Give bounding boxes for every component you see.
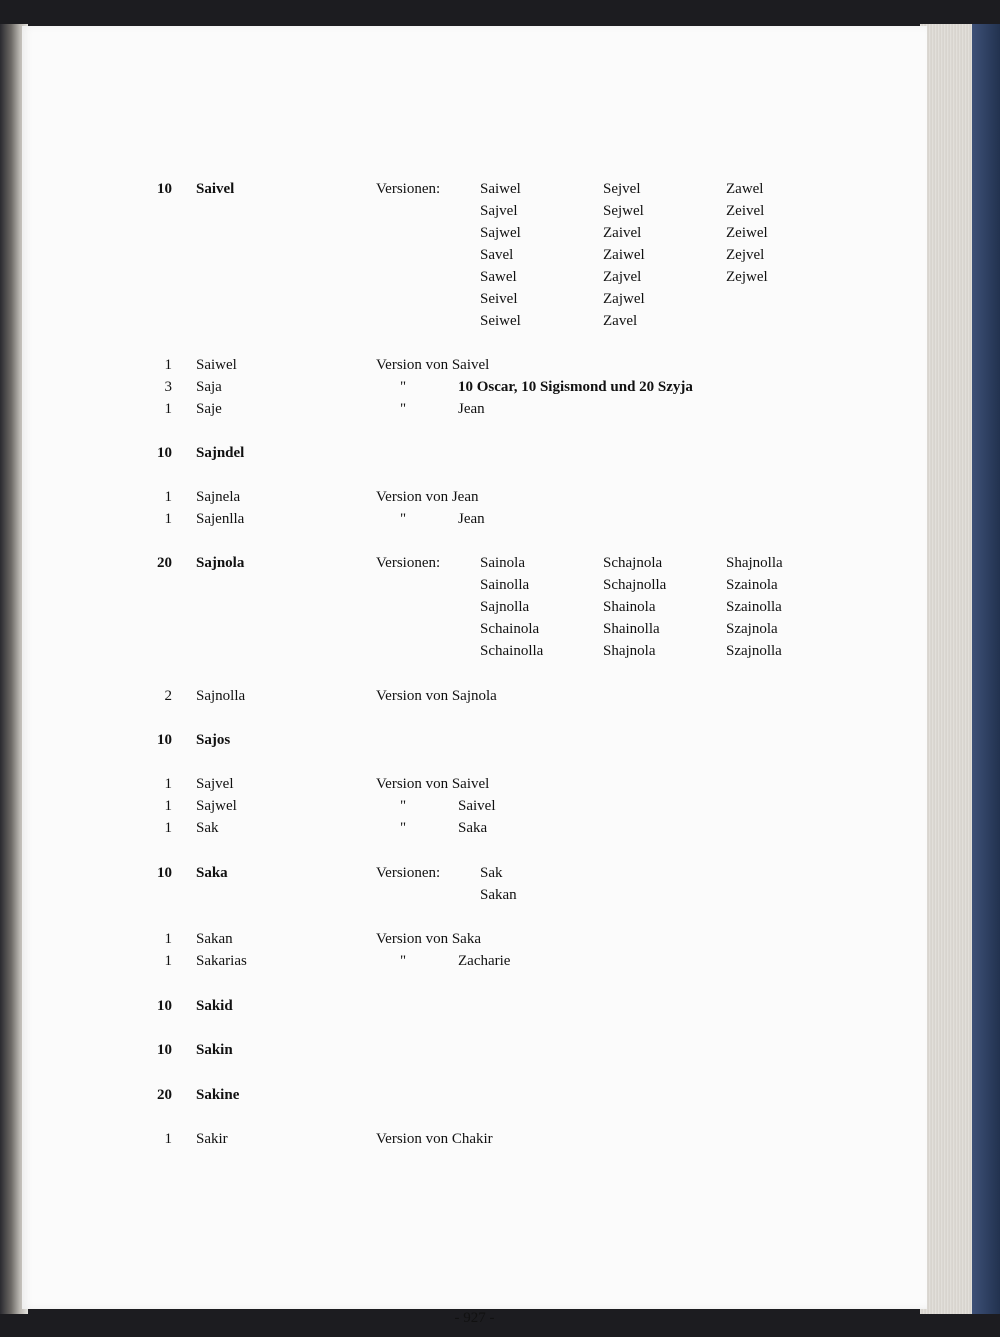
variant-name: Szainola [726, 577, 778, 593]
entry-name: Sak [196, 820, 219, 836]
entry-name: Sajos [196, 732, 231, 748]
name-entries [22, 26, 927, 1309]
variant-line [22, 574, 927, 596]
variant-line [22, 288, 927, 310]
entry-count: 1 [164, 798, 172, 814]
ditto-mark: " [400, 401, 407, 417]
entry-line [22, 178, 927, 200]
entry-count: 10 [157, 865, 172, 881]
entry-line [22, 486, 927, 508]
entry-count: 1 [164, 357, 172, 373]
variant-name: Schainolla [480, 643, 544, 659]
variant-name: Schajnola [603, 555, 663, 571]
entry-line [22, 729, 927, 751]
entry-line [22, 950, 927, 972]
entry-count: 1 [164, 953, 172, 969]
entry-count: 20 [157, 1087, 172, 1103]
book-page-edges [920, 24, 1000, 1314]
ditto-mark: " [400, 798, 407, 814]
entry-count: 10 [157, 445, 172, 461]
entry-reference: Jean [458, 511, 485, 527]
entry-line [22, 773, 927, 795]
variant-line [22, 222, 927, 244]
entry-name: Saivel [196, 181, 235, 197]
entry-version-label: Versionen: [376, 865, 441, 881]
name-entry [22, 398, 927, 420]
variant-name: Sainola [480, 555, 525, 571]
variant-name: Zaiwel [603, 247, 645, 263]
ditto-mark: " [400, 820, 407, 836]
name-entry [22, 376, 927, 398]
entry-name: Sajnola [196, 555, 245, 571]
entry-name: Saja [196, 379, 222, 395]
name-entry [22, 486, 927, 508]
entry-name: Sajvel [196, 776, 234, 792]
entry-version-label: Version von Saivel [376, 776, 490, 792]
name-entry [22, 862, 927, 906]
variant-name: Schainola [480, 621, 540, 637]
variant-name: Schajnolla [603, 577, 667, 593]
entry-count: 1 [164, 776, 172, 792]
variant-name: Savel [480, 247, 514, 263]
name-entry [22, 795, 927, 817]
variant-line [22, 266, 927, 288]
variant-name: Sawel [480, 269, 517, 285]
name-entry [22, 928, 927, 950]
name-entry [22, 178, 927, 332]
variant-line [22, 640, 927, 662]
entry-name: Sakin [196, 1042, 233, 1058]
variant-name: Sejvel [603, 181, 641, 197]
name-entry [22, 950, 927, 972]
entry-line [22, 552, 927, 574]
entry-line [22, 817, 927, 839]
variant-name: Sejwel [603, 203, 644, 219]
name-entry [22, 685, 927, 707]
name-entry [22, 354, 927, 376]
entry-reference: Zacharie [458, 953, 511, 969]
entry-line [22, 1084, 927, 1106]
name-entry [22, 995, 927, 1017]
entry-version-label: Version von Sajnola [376, 688, 497, 704]
entry-version-label: Version von Saivel [376, 357, 490, 373]
variant-name: Zajwel [603, 291, 645, 307]
entry-version-label: Versionen: [376, 181, 441, 197]
entry-line [22, 928, 927, 950]
entry-count: 1 [164, 401, 172, 417]
variant-name: Shajnola [603, 643, 656, 659]
name-entry [22, 508, 927, 530]
book-page [22, 26, 927, 1326]
variant-name: Sajvel [480, 203, 518, 219]
entry-line [22, 442, 927, 464]
name-entry [22, 442, 927, 464]
variant-name: Saiwel [480, 181, 521, 197]
entry-name: Sakan [196, 931, 233, 947]
entry-count: 20 [157, 555, 172, 571]
variant-name: Zejwel [726, 269, 768, 285]
variant-name: Szajnolla [726, 643, 782, 659]
entry-line [22, 508, 927, 530]
entry-reference: Saka [458, 820, 488, 836]
name-entry [22, 1084, 927, 1106]
name-entry [22, 729, 927, 751]
variant-name: Szainolla [726, 599, 782, 615]
entry-name: Sakarias [196, 953, 247, 969]
entry-version-label: Versionen: [376, 555, 441, 571]
entry-reference: Saivel [458, 798, 496, 814]
variant-line [22, 310, 927, 332]
page-number: - 927 - [454, 1310, 495, 1326]
name-entry [22, 817, 927, 839]
variant-name: Zeiwel [726, 225, 768, 241]
entry-name: Sajenlla [196, 511, 245, 527]
variant-name: Sajnolla [480, 599, 530, 615]
entry-line [22, 354, 927, 376]
ditto-mark: " [400, 511, 407, 527]
entry-name: Sajnolla [196, 688, 246, 704]
name-entry [22, 552, 927, 662]
entry-reference: Jean [458, 401, 485, 417]
variant-name: Sakan [480, 887, 517, 903]
entry-line [22, 862, 927, 884]
name-entry [22, 1128, 927, 1150]
entry-line [22, 795, 927, 817]
entry-name: Sajnela [196, 489, 241, 505]
entry-name: Saka [196, 865, 228, 881]
entry-line [22, 398, 927, 420]
ditto-mark: " [400, 953, 407, 969]
entry-line [22, 1039, 927, 1061]
entry-count: 10 [157, 732, 172, 748]
entry-name: Sakine [196, 1087, 240, 1103]
entry-reference: 10 Oscar, 10 Sigismond und 20 Szyja [458, 379, 693, 395]
variant-name: Zaivel [603, 225, 642, 241]
entry-name: Saiwel [196, 357, 237, 373]
variant-name: Szajnola [726, 621, 778, 637]
variant-name: Zavel [603, 313, 638, 329]
entry-count: 1 [164, 931, 172, 947]
entry-count: 1 [164, 1131, 172, 1147]
variant-name: Zajvel [603, 269, 642, 285]
variant-line [22, 884, 927, 906]
variant-name: Sajwel [480, 225, 521, 241]
entry-name: Sakid [196, 998, 233, 1014]
entry-count: 10 [157, 181, 172, 197]
entry-line [22, 1128, 927, 1150]
variant-name: Sak [480, 865, 503, 881]
variant-name: Zawel [726, 181, 764, 197]
variant-line [22, 618, 927, 640]
variant-name: Shainolla [603, 621, 660, 637]
entry-name: Saje [196, 401, 222, 417]
variant-line [22, 244, 927, 266]
entry-count: 1 [164, 511, 172, 527]
entry-line [22, 685, 927, 707]
entry-version-label: Version von Jean [376, 489, 479, 505]
variant-line [22, 596, 927, 618]
variant-line [22, 200, 927, 222]
name-entry [22, 1039, 927, 1061]
variant-name: Shainola [603, 599, 656, 615]
variant-name: Shajnolla [726, 555, 783, 571]
entry-count: 1 [164, 820, 172, 836]
variant-name: Zejvel [726, 247, 765, 263]
variant-name: Seivel [480, 291, 518, 307]
variant-name: Sainolla [480, 577, 530, 593]
book-cover-edge [972, 24, 1000, 1314]
ditto-mark: " [400, 379, 407, 395]
variant-name: Zeivel [726, 203, 765, 219]
entry-count: 10 [157, 1042, 172, 1058]
entry-count: 1 [164, 489, 172, 505]
entry-count: 3 [164, 379, 172, 395]
entry-name: Sajwel [196, 798, 237, 814]
entry-version-label: Version von Chakir [376, 1131, 493, 1147]
entry-name: Sakir [196, 1131, 228, 1147]
entry-count: 2 [164, 688, 172, 704]
entry-line [22, 376, 927, 398]
entry-version-label: Version von Saka [376, 931, 481, 947]
entry-line [22, 995, 927, 1017]
name-entry [22, 773, 927, 795]
entry-count: 10 [157, 998, 172, 1014]
entry-name: Sajndel [196, 445, 245, 461]
variant-name: Seiwel [480, 313, 521, 329]
